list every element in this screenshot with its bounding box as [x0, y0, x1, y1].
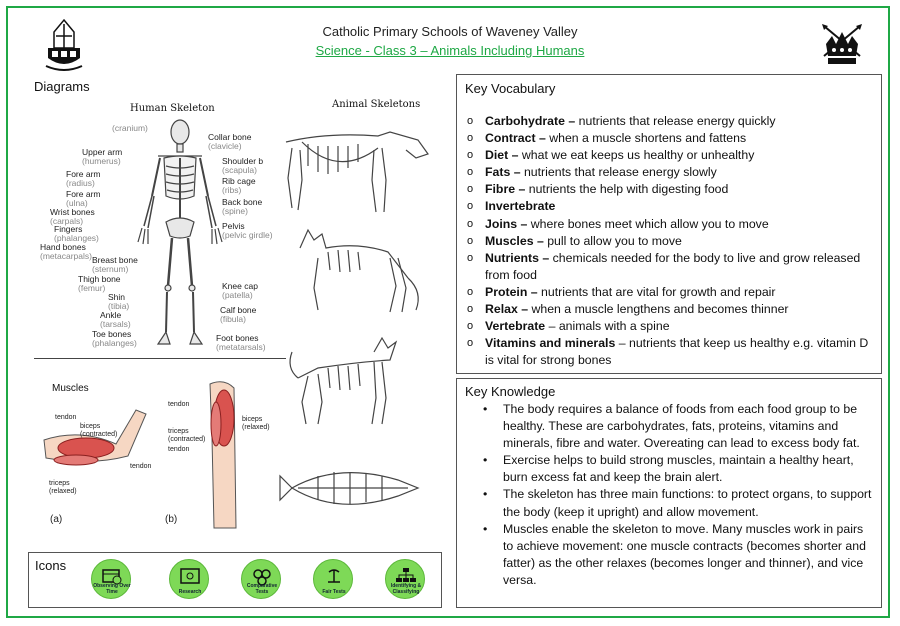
key-knowledge-panel	[456, 378, 882, 608]
school-title: Catholic Primary Schools of Waveney Valley	[322, 24, 578, 39]
comparative-tests-icon: Comparative Tests	[241, 559, 281, 599]
label-shin: Shin (tibia)	[108, 292, 130, 311]
vocab-item: o Carbohydrate – nutrients that release energy quickly	[467, 113, 873, 130]
vocab-item: o Muscles – pull to allow you to move	[467, 233, 873, 250]
diagrams-title: Diagrams	[34, 79, 90, 94]
label-calf-bone: Calf bone (fibula)	[220, 305, 257, 324]
vocabulary-list	[467, 113, 873, 369]
label-fingers: Fingers (phalanges)	[54, 224, 99, 243]
key-vocabulary-title: Key Vocabulary	[465, 81, 556, 96]
vocab-item: o Relax – when a muscle lengthens and becomes thinner	[467, 301, 873, 318]
label-a-biceps: biceps (contracted)	[80, 423, 118, 438]
label-b-triceps: triceps (contracted)	[168, 428, 206, 443]
crown-arrows-logo	[818, 22, 866, 68]
fair-tests-icon: Fair Tests	[313, 559, 353, 599]
label-upper-arm: Upper arm (humerus)	[82, 147, 123, 166]
label-a-tendon-top: tendon	[55, 414, 77, 421]
human-skeleton-title: Human Skeleton	[130, 103, 215, 114]
label-foot-bones: Foot bones (metatarsals)	[216, 333, 266, 352]
vocab-item: o Vertebrate – animals with a spine	[467, 318, 873, 335]
diocese-crest-logo	[42, 18, 86, 74]
icons-title: Icons	[35, 558, 67, 573]
vocab-item: o Joins – where bones meet which allow you to move	[467, 216, 873, 233]
caption-a: (a)	[50, 514, 63, 525]
key-knowledge-title: Key Knowledge	[465, 384, 556, 399]
vocab-item: o Fibre – nutrients the help with digesting food	[467, 181, 873, 198]
label-fore-arm-radius: Fore arm (radius)	[66, 169, 101, 188]
label-breast-bone: Breast bone (sternum)	[92, 255, 138, 274]
label-wrist-bones: Wrist bones (carpals)	[50, 207, 95, 226]
label-collar-bone: Collar bone (clavicle)	[208, 132, 252, 151]
fish-skeleton	[280, 472, 418, 504]
label-b-biceps: biceps (relaxed)	[242, 416, 270, 431]
knowledge-item: • The body requires a balance of foods from each food group to be healthy. These are carbohydrates, fats, proteins, vitamins and minerals, fibre and water. Overeating can lead to excess body fat.	[483, 401, 873, 452]
vocab-item: o Vitamins and minerals – nutrients that keep us healthy e.g. vitamin D is vital for strong bones	[467, 335, 873, 369]
knowledge-list	[483, 401, 873, 589]
label-b-tendon-top: tendon	[168, 401, 190, 408]
knowledge-item: • Exercise helps to build strong muscles, maintain a healthy heart, burn excess fat and keep the brain alert.	[483, 452, 873, 486]
label-a-tendon-right: tendon	[130, 463, 152, 470]
label-a-triceps: triceps (relaxed)	[49, 480, 77, 495]
research-icon: Research	[169, 559, 209, 599]
classifying-icon: Identifying & Classifying	[385, 559, 425, 599]
arm-straight-illustration	[200, 378, 250, 538]
vocab-item: o Invertebrate	[467, 198, 873, 215]
key-vocabulary-panel	[456, 74, 882, 374]
label-back-bone: Back bone (spine)	[222, 197, 263, 216]
vocab-item: o Fats – nutrients that release energy slowly	[467, 164, 873, 181]
vocab-item: o Contract – when a muscle shortens and fattens	[467, 130, 873, 147]
label-pelvis: Pelvis (pelvic girdle)	[222, 221, 273, 240]
animal-skeletons-illustration	[278, 118, 438, 528]
cat-skeleton	[300, 230, 418, 312]
cow-skeleton	[286, 132, 428, 212]
label-fore-arm-ulna: Fore arm (ulna)	[66, 189, 101, 208]
human-skeleton-illustration	[130, 118, 230, 350]
knowledge-item: • The skeleton has three main functions: to protect organs, to support the body (keep it upright) and allow movement.	[483, 486, 873, 520]
vocab-item: o Diet – what we eat keeps us healthy or unhealthy	[467, 147, 873, 164]
label-knee-cap: Knee cap (patella)	[222, 281, 258, 300]
label-rib-cage: Rib cage (ribs)	[222, 176, 256, 195]
icons-panel	[28, 552, 442, 608]
vocab-item: o Nutrients – chemicals needed for the body to live and grow released from food	[467, 250, 873, 284]
knowledge-item: • Muscles enable the skeleton to move. Many muscles work in pairs to achieve movement: one muscle contracts (becomes shorter and fatter) as the other relaxes (becomes longer and thinner), and vice versa.	[483, 521, 873, 589]
muscles-title: Muscles	[52, 383, 89, 394]
animal-skeletons-title: Animal Skeletons	[332, 99, 421, 110]
label-shoulder-blade: Shoulder b (scapula)	[222, 156, 264, 175]
label-hand-bones: Hand bones (metacarpals)	[40, 242, 92, 261]
observing-over-time-icon: Observing Over Time	[91, 559, 131, 599]
page-subtitle: Science - Class 3 – Animals Including Humans	[315, 43, 585, 58]
label-b-tendon-mid: tendon	[168, 446, 190, 453]
label-thigh-bone: Thigh bone (femur)	[78, 274, 121, 293]
label-ankle: Ankle (tarsals)	[100, 310, 131, 329]
caption-b: (b)	[165, 514, 178, 525]
label-cranium: (cranium)	[112, 123, 148, 133]
divider	[34, 358, 286, 359]
dog-skeleton	[290, 338, 396, 424]
vocab-item: o Protein – nutrients that are vital for growth and repair	[467, 284, 873, 301]
label-toe-bones: Toe bones (phalanges)	[92, 329, 137, 348]
